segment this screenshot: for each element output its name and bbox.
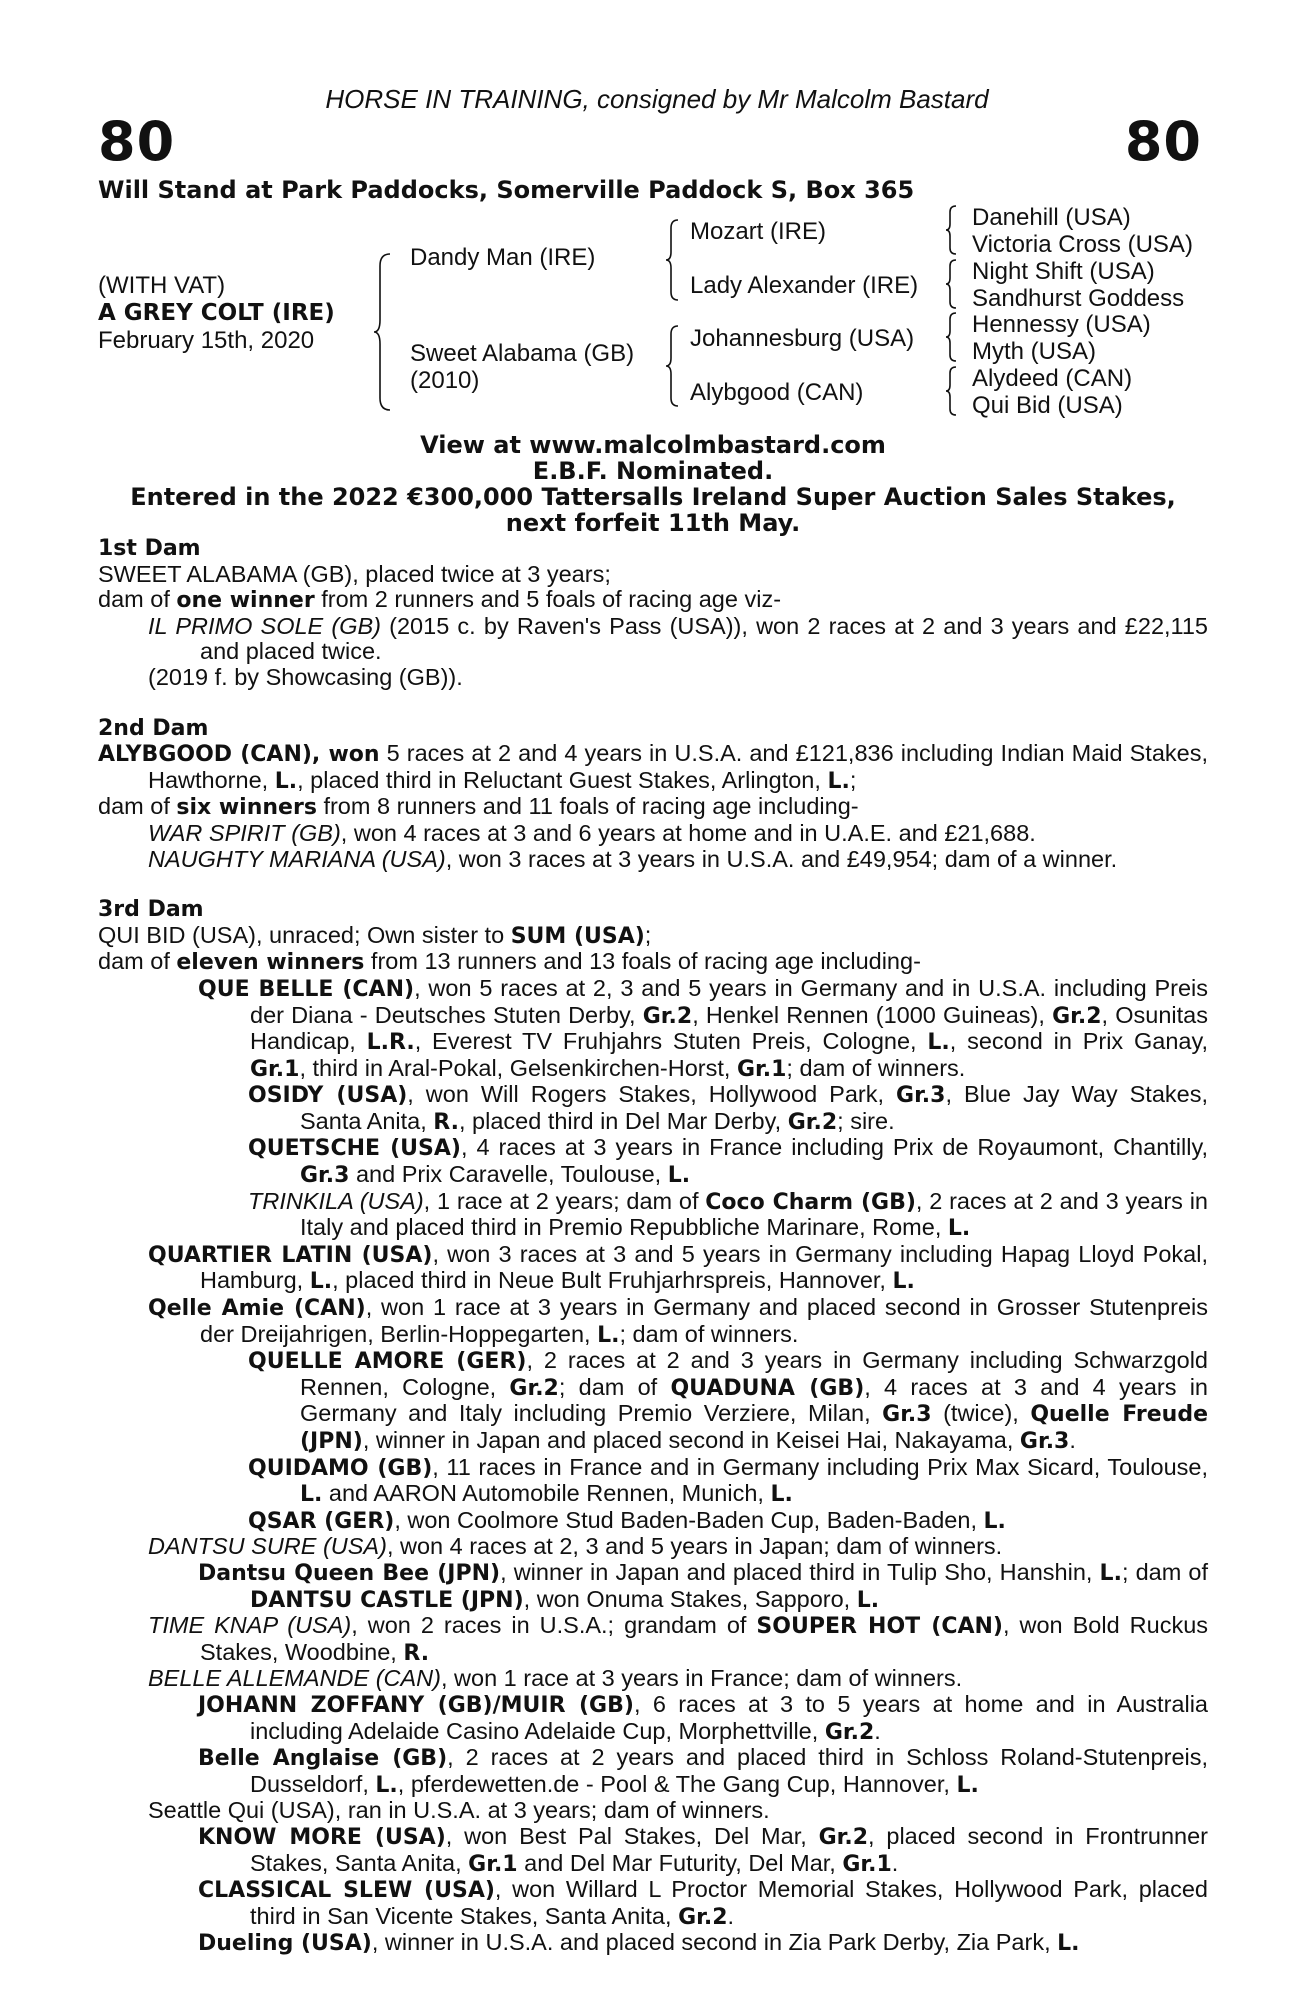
lot-number-left: 80 [98,110,176,173]
dam-year: (2010) [410,367,480,394]
vat-note: (WITH VAT) [98,272,226,299]
first-dam-line: SWEET ALABAMA (GB), placed twice at 3 years; [98,560,611,587]
sire-name: Dandy Man (IRE) [410,244,596,271]
entry-osidy: OSIDY (USA), won Will Rogers Stakes, Hollywood Park, Gr.3, Blue Jay Way Stakes, Santa Anita, R., placed third in Del Mar Derby, Gr.2; sire. [248,1081,1209,1135]
ebf-note: E.B.F. Nominated. [532,457,774,485]
third-dam-heading: 3rd Dam [98,897,204,923]
granddam-6: Myth (USA) [972,338,1097,365]
consignment-header: HORSE IN TRAINING, consigned by Mr Malcolm Bastard [325,84,989,114]
brace-g2 [944,258,958,310]
forfeit-note: next forfeit 11th May. [505,509,801,537]
brace-g3 [944,311,958,363]
brace-g4 [944,365,958,417]
second-dam-produce-line: dam of six winners from 8 runners and 11 foals of racing age including- [98,793,859,821]
entry-johann-zoffany: JOHANN ZOFFANY (GB)/MUIR (GB), 6 races at 3 to 5 years at home and in Australia including Adelaide Casino Adelaide Cup, Morphettville, Gr.2. [198,1690,1208,1745]
race-entry-note: Entered in the 2022 €300,000 Tattersalls Ireland Super Auction Sales Stakes, [130,483,1176,511]
second-dam-heading: 2nd Dam [98,715,209,741]
second-dam-foal-1: WAR SPIRIT (GB), won 4 races at 3 and 6 years at home and in U.A.E. and £21,688. [148,819,1036,846]
sire-dam: Lady Alexander (IRE) [690,272,919,299]
entry-time-knap: TIME KNAP (USA), won 2 races in U.S.A.; grandam of SOUPER HOT (CAN), won Bold Ruckus Stakes, Woodbine, R. [148,1612,1209,1666]
entry-qelle-amie: Qelle Amie (CAN), won 1 race at 3 years in Germany and placed second in Grosser Stutenpreis der Dreijahrigen, Berlin-Hoppegarten, L.; dam of winners. [148,1294,1208,1348]
first-dam-foal-2: (2019 f. by Showcasing (GB)). [148,663,463,690]
foaling-date: February 15th, 2020 [98,327,315,354]
granddam-4: Sandhurst Goddess [972,285,1185,312]
brace-g1 [944,204,958,256]
entry-dantsu-sure: DANTSU SURE (USA), won 4 races at 2, 3 and 5 years in Japan; dam of winners. [148,1533,1003,1560]
entry-quidamo: QUIDAMO (GB), 11 races in France and in Germany including Prix Max Sicard, Toulouse, L. and AARON Automobile Rennen, Munich, L. [248,1453,1209,1508]
horse-name: A GREY COLT (IRE) [98,300,335,326]
entry-dueling: Dueling (USA), winner in U.S.A. and placed second in Zia Park Derby, Zia Park, L. [198,1929,1080,1957]
entry-trinkila: TRINKILA (USA), 1 race at 2 years; dam of Coco Charm (GB), 2 races at 2 and 3 years in Italy and placed third in Premio Repubbliche Marinare, Rome, L. [248,1187,1208,1242]
website-note: View at www.malcolmbastard.com [420,431,886,459]
entry-belle-anglaise: Belle Anglaise (GB), 2 races at 2 years and placed third in Schloss Roland-Stutenpreis, Dusseldorf, L., pferdewetten.de - Pool & The Gang Cup, Hannover, L. [198,1744,1209,1798]
entry-seattle-qui: Seattle Qui (USA), ran in U.S.A. at 3 years; dam of winners. [148,1797,770,1824]
brace-sire [664,218,680,302]
first-dam-foal-1: IL PRIMO SOLE (GB) (2015 c. by Raven's Pass (USA)), won 2 races at 2 and 3 years and £22,115 and placed twice. [148,612,1209,665]
granddam-2: Victoria Cross (USA) [972,231,1193,258]
third-dam-line: QUI BID (USA), unraced; Own sister to SUM (USA); [98,921,652,949]
stand-location: Will Stand at Park Paddocks, Somerville Paddock S, Box 365 [98,176,915,204]
grandsire-3: Night Shift (USA) [972,258,1155,285]
grandsire-5: Hennessy (USA) [972,311,1151,338]
entry-dantsu-queen-bee: Dantsu Queen Bee (JPN), winner in Japan and placed third in Tulip Sho, Hanshin, L.; dam of DANTSU CASTLE (JPN), won Onuma Stakes, Sapporo, L. [198,1558,1208,1613]
grandsire-7: Alydeed (CAN) [972,365,1133,392]
dam-name: Sweet Alabama (GB) [410,340,635,367]
third-dam-produce-line: dam of eleven winners from 13 runners and 13 foals of racing age including- [98,948,921,976]
grandsire-1: Danehill (USA) [972,204,1131,231]
entry-belle-allemande: BELLE ALLEMANDE (CAN), won 1 race at 3 years in France; dam of winners. [148,1665,963,1692]
entry-qsar: QSAR (GER), won Coolmore Stud Baden-Baden Cup, Baden-Baden, L. [248,1506,1006,1534]
produce-record [98,536,1208,1957]
entry-quartier-latin: QUARTIER LATIN (USA), won 3 races at 3 and 5 years in Germany including Hapag Lloyd Pokal, Hamburg, L., placed third in Neue Bult Fruhjarhrspreis, Hannover, L. [148,1240,1208,1295]
dam-dam: Alybgood (CAN) [690,379,864,406]
first-dam-produce-line: dam of one winner from 2 runners and 5 foals of racing age viz- [98,586,782,614]
sire-sire: Mozart (IRE) [690,218,827,245]
brace-horse [372,252,392,412]
first-dam-heading: 1st Dam [98,536,201,561]
second-dam-line: ALYBGOOD (CAN), won 5 races at 2 and 4 years in U.S.A. and £121,836 including Indian Maid Stakes, Hawthorne, L., placed third in Reluctant Guest Stakes, Arlington, L.; [98,740,1209,794]
entry-classical-slew: CLASSICAL SLEW (USA), won Willard L Proctor Memorial Stakes, Hollywood Park, placed third in San Vicente Stakes, Santa Anita, Gr.2. [198,1876,1208,1930]
entry-know-more: KNOW MORE (USA), won Best Pal Stakes, Del Mar, Gr.2, placed second in Frontrunner Stakes, Santa Anita, Gr.1 and Del Mar Futurity, Del Mar, Gr.1. [198,1822,1208,1877]
entry-quetsche: QUETSCHE (USA), 4 races at 3 years in France including Prix de Royaumont, Chantilly, Gr.3 and Prix Caravelle, Toulouse, L. [248,1134,1208,1189]
second-dam-foal-2: NAUGHTY MARIANA (USA), won 3 races at 3 years in U.S.A. and £49,954; dam of a winner. [148,845,1118,872]
lot-notes [98,432,1208,536]
granddam-8: Qui Bid (USA) [972,392,1123,419]
entry-quelle-amore: QUELLE AMORE (GER), 2 races at 2 and 3 years in Germany including Schwarzgold Rennen, Cologne, Gr.2; dam of QUADUNA (GB), 4 races at 3 and 4 years in Germany and Italy including Premio Verziere, Milan, Gr.3 (twice), Quelle Freude (JPN), winner in Japan and placed second in Keisei Hai, Nakayama, Gr.3. [248,1347,1208,1454]
dam-sire: Johannesburg (USA) [690,325,915,352]
lot-number-right: 80 [1124,110,1202,173]
entry-que-belle: QUE BELLE (CAN), won 5 races at 2, 3 and 5 years in Germany and in U.S.A. including Preis der Diana - Deutsches Stuten Derby, Gr.2, Henkel Rennen (1000 Guineas), Gr.2, Osunitas Handicap, L.R., Everest TV Fruhjahrs Stuten Preis, Cologne, L., second in Prix Ganay, Gr.1, third in Aral-Pokal, Gelsenkirchen-Horst, Gr.1; dam of winners. [198,974,1209,1082]
brace-dam [664,324,680,408]
